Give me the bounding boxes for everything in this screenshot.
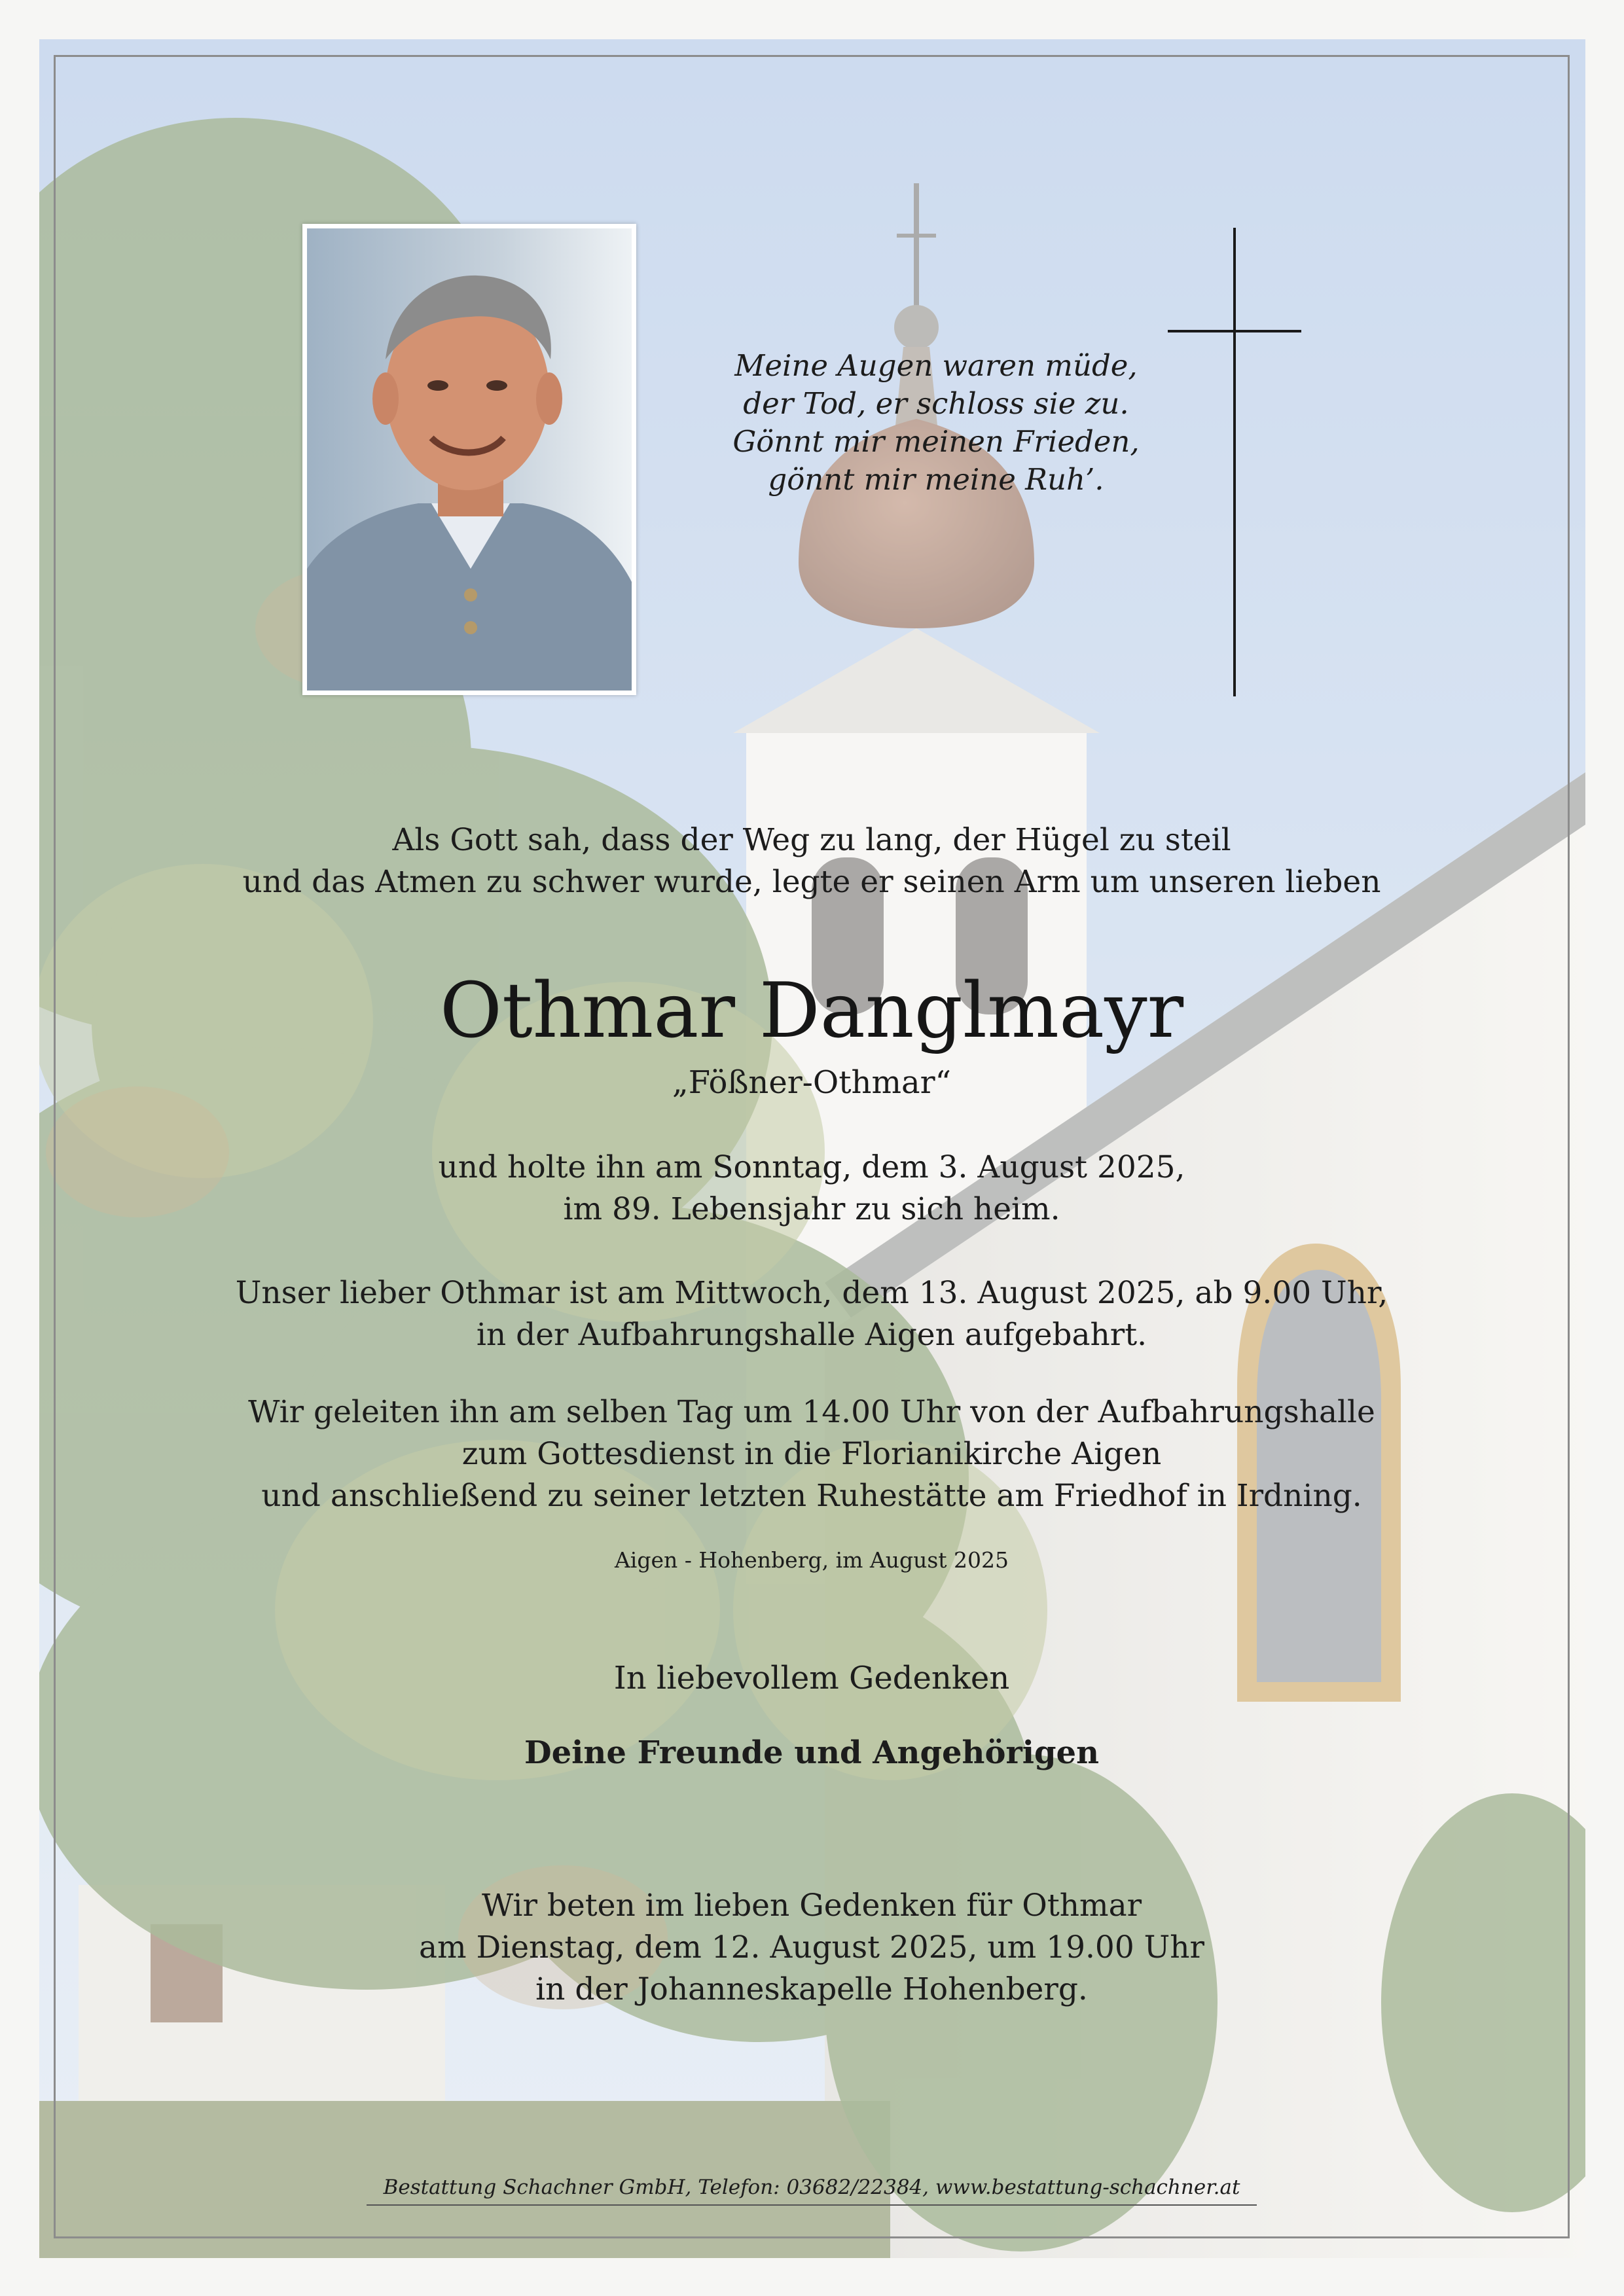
prayer-line: Wir beten im lieben Gedenken für Othmar <box>481 1888 1142 1924</box>
place-date: Aigen - Hohenberg, im August 2025 <box>614 1547 1009 1573</box>
death-announcement <box>196 1147 1427 1230</box>
death-line: und holte ihn am Sonntag, dem 3. August 2025, <box>438 1149 1185 1185</box>
funeral-info <box>196 1391 1427 1517</box>
poem-verse <box>681 347 1191 499</box>
viewing-info <box>196 1272 1427 1356</box>
poem-line: gönnt mir meine Ruh’. <box>768 462 1104 497</box>
prayer-line: in der Johanneskapelle Hohenberg. <box>535 1971 1088 2007</box>
intro-line: Als Gott sah, dass der Weg zu lang, der Hügel zu steil <box>392 822 1231 858</box>
remembrance-text: In liebevollem Gedenken <box>613 1660 1010 1696</box>
portrait-photo <box>302 224 636 695</box>
poem-line: Gönnt mir meinen Frieden, <box>732 424 1140 459</box>
funeral-line: und anschließend zu seiner letzten Ruhestätte am Friedhof in Irdning. <box>261 1478 1362 1514</box>
death-line: im 89. Lebensjahr zu sich heim. <box>563 1191 1060 1227</box>
deceased-name: Othmar Danglmayr <box>439 967 1184 1055</box>
poem-line: Meine Augen waren müde, <box>734 348 1138 383</box>
intro-text <box>196 819 1427 903</box>
funeral-line: zum Gottesdienst in die Florianikirche Aigen <box>461 1436 1162 1472</box>
poem-line: der Tod, er schloss sie zu. <box>743 386 1129 421</box>
viewing-line: Unser lieber Othmar ist am Mittwoch, dem 13. August 2025, ab 9.00 Uhr, <box>235 1275 1388 1311</box>
signature-text: Deine Freunde und Angehörigen <box>524 1734 1099 1771</box>
prayer-info <box>196 1885 1427 2011</box>
portrait-image <box>307 228 632 691</box>
deceased-nickname: „Fößner-Othmar“ <box>672 1064 952 1101</box>
funeral-home-footer: Bestattung Schachner GmbH, Telefon: 03682/22384, www.bestattung-schachner.at <box>367 2174 1257 2206</box>
prayer-line: am Dienstag, dem 12. August 2025, um 19.00 Uhr <box>418 1929 1205 1965</box>
funeral-line: Wir geleiten ihn am selben Tag um 14.00 Uhr von der Aufbahrungshalle <box>248 1394 1375 1430</box>
viewing-line: in der Aufbahrungshalle Aigen aufgebahrt. <box>476 1317 1147 1353</box>
intro-line: und das Atmen zu schwer wurde, legte er seinen Arm um unseren lieben <box>242 864 1381 900</box>
